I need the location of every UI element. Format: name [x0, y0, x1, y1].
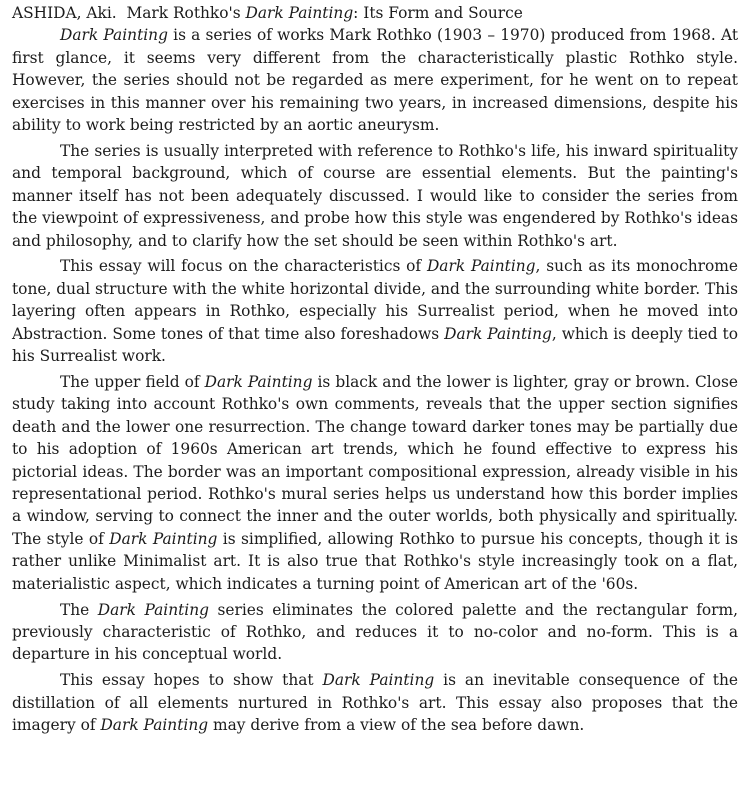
paragraph — [12, 255, 738, 367]
abstract-body — [12, 24, 738, 736]
paragraph — [12, 24, 738, 136]
article-title-italic: Dark Painting — [245, 4, 354, 22]
italic-title-text: Dark Painting — [97, 600, 209, 619]
italic-title-text: Dark Painting — [60, 26, 168, 45]
paragraph-text: series eliminates the colored palette and the rectangular form, previously characteristic of Rothko, and reduces it to no-color and no-form. This is a departure in his conceptual world. — [12, 600, 738, 664]
paragraph-text: may derive from a view of the sea before dawn. — [208, 716, 585, 735]
paragraph-text: , such as its monochrome tone, dual structure with the white horizontal divide, and the surrounding white border. This layering often appears in Rothko, especially his Surrealist period, when he moved into Abstraction. Some tones of that time also foreshadows — [12, 257, 738, 343]
article-title-prefix: Mark Rothko's — [126, 4, 246, 22]
article-title-suffix: : Its Form and Source — [353, 4, 523, 22]
italic-title-text: Dark Painting — [109, 529, 218, 548]
paragraph-text: is black and the lower is lighter, gray or brown. Close study taking into account Rothko's own comments, reveals that the upper section signifies death and the lower one resurrection. The change toward darker tones may be partially due to his adoption of 1960s American art trends, which he found effective to express his pictorial ideas. The border was an important compositional expression, already visible in his representational period. Rothko's mural series helps us understand how this border implies a window, serving to connect the inner and the outer worlds, both physically and spiritually. The style of — [12, 373, 739, 548]
italic-title-text: Dark Painting — [426, 257, 536, 276]
paragraph-text: The upper field of — [60, 373, 205, 391]
paragraph-text: is simplified, allowing Rothko to pursue his concepts, though it is rather unlike Minimalist art. It is also true that Rothko's style increasingly took on a flat, materialistic aspect, which indicates a turning point of American art of the '60s. — [12, 529, 738, 593]
italic-title-text: Dark Painting — [204, 373, 313, 391]
italic-title-text: Dark Painting — [322, 671, 435, 690]
paragraph — [12, 371, 738, 595]
article-heading — [12, 2, 738, 24]
paragraph-text: This essay will focus on the characteristics of — [60, 257, 427, 276]
italic-title-text: Dark Painting — [444, 324, 552, 343]
abstract-page — [12, 2, 738, 737]
paragraph — [12, 140, 738, 252]
paragraph-text: is an inevitable consequence of the distillation of all elements nurtured in Rothko's art. This essay also proposes that the imagery of — [12, 671, 738, 735]
author-name: ASHIDA, Aki. — [12, 4, 117, 22]
paragraph-text: is a series of works Mark Rothko (1903 – 1970) produced from 1968. At first glance, it seems very different from the characteristically plastic Rothko style. However, the series should not be regarded as mere experiment, for he went on to repeat exercises in this manner over his remaining two years, in increased dimensions, despite his ability to work being restricted by an aortic aneurysm. — [12, 26, 738, 135]
paragraph-text: This essay hopes to show that — [60, 671, 323, 690]
paragraph — [12, 669, 738, 736]
paragraph-text: The — [60, 600, 98, 619]
paragraph-text: The series is usually interpreted with reference to Rothko's life, his inward spirituality and temporal background, which of course are essential elements. But the painting's manner itself has not been adequately discussed. I would like to consider the series from the viewpoint of expressiveness, and probe how this style was engendered by Rothko's ideas and philosophy, and to clarify how the set should be seen within Rothko's art. — [12, 141, 738, 250]
italic-title-text: Dark Painting — [100, 716, 209, 735]
paragraph — [12, 599, 738, 666]
paragraph-text: , which is deeply tied to his Surrealist work. — [12, 324, 738, 366]
